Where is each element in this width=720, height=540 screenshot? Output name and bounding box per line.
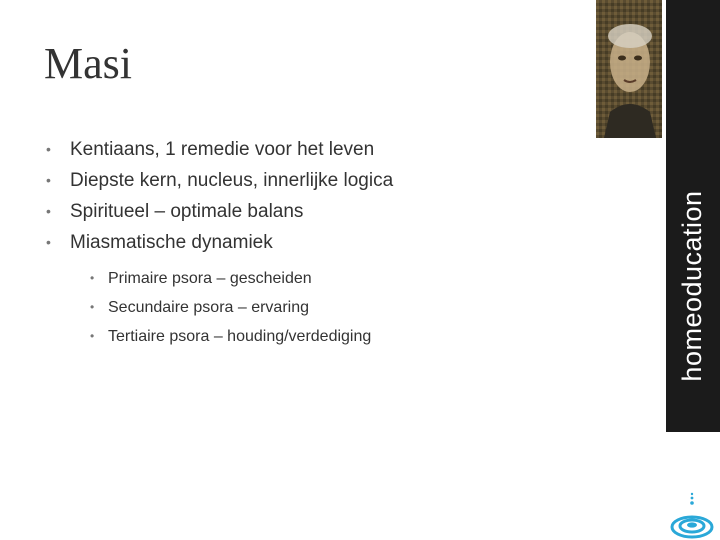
sub-bullet-dot: • (90, 300, 95, 314)
bullet-item (46, 196, 586, 227)
sub-bullet-dot: • (90, 329, 95, 343)
sub-bullet-item (90, 322, 586, 351)
sub-bullet-text: Secundaire psora – ervaring (108, 299, 310, 316)
brand-sidebar-text: homeoducation (677, 190, 707, 382)
bullet-text: Diepste kern, nucleus, innerlijke logica (70, 170, 394, 191)
bullet-text: Miasmatische dynamiek (70, 232, 273, 253)
spiral-logo-icon (664, 490, 720, 540)
sub-bullet-text: Tertiaire psora – houding/verdediging (108, 328, 372, 345)
bullet-item (46, 134, 586, 165)
sub-bullet-list (70, 264, 586, 351)
bullet-dot: • (46, 141, 51, 157)
sub-bullet-text: Primaire psora – gescheiden (108, 270, 312, 287)
bullet-text: Spiritueel – optimale balans (70, 201, 304, 222)
portrait-mosaic-image (596, 0, 662, 138)
bullet-item (46, 165, 586, 196)
sub-bullet-item (90, 264, 586, 293)
bullet-list (46, 134, 586, 351)
bullet-item (46, 227, 586, 351)
bullet-text: Kentiaans, 1 remedie voor het leven (70, 139, 375, 160)
bullet-dot: • (46, 203, 51, 219)
bullet-dot: • (46, 234, 51, 250)
sub-bullet-item (90, 293, 586, 322)
bullet-dot: • (46, 172, 51, 188)
sub-bullet-dot: • (90, 271, 95, 285)
slide-title: Masi (44, 39, 132, 88)
